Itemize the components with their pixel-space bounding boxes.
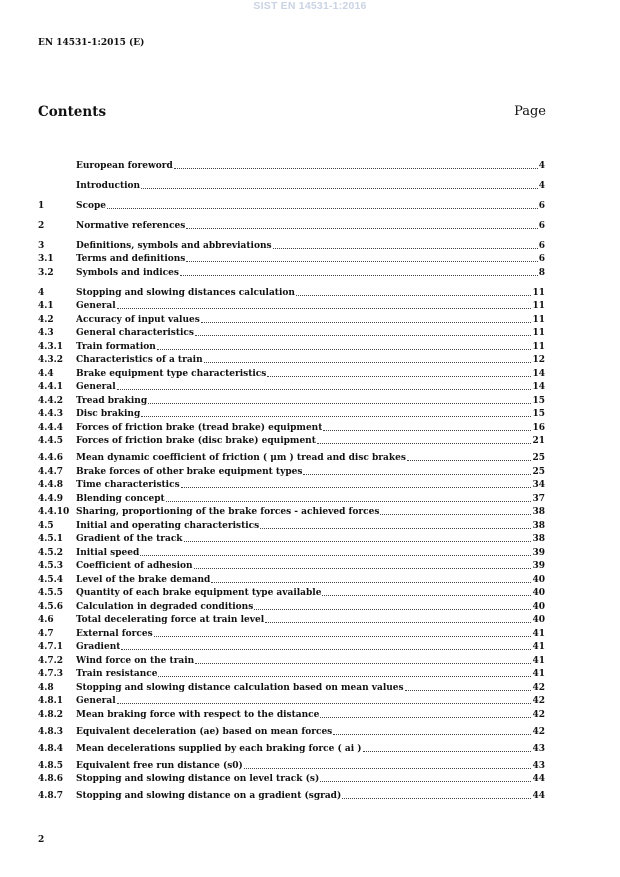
toc-entry-title: Sharing, proportioning of the brake forces - achieved forces (76, 507, 380, 517)
toc-entry-title: Equivalent deceleration (ae) based on mean forces (76, 726, 333, 737)
toc-entry[interactable] (38, 784, 545, 801)
toc-entry[interactable] (38, 419, 545, 433)
toc-entry[interactable] (38, 517, 545, 531)
toc-entry-number: 4.5.2 (38, 547, 64, 558)
toc-entry-number: 4.8.7 (38, 791, 64, 801)
dot-leader (244, 768, 532, 769)
toc-entry-page: 16 (532, 422, 545, 433)
toc-entry-page: 43 (532, 743, 545, 754)
toc-entry-title: Stopping and slowing distance on a gradient (sgrad) (76, 791, 342, 801)
dot-leader (157, 349, 532, 350)
toc-entry-page: 38 (532, 520, 545, 531)
toc-entry[interactable] (38, 197, 545, 211)
toc-entry-page: 6 (538, 254, 545, 264)
dot-leader (296, 295, 532, 296)
dot-leader (342, 798, 531, 799)
toc-entry-number: 4.4.5 (38, 436, 64, 446)
dot-leader (254, 609, 531, 610)
dot-leader (320, 781, 531, 782)
toc-entry-number: 4.5.6 (38, 601, 64, 612)
toc-entry-page: 37 (532, 493, 545, 504)
dot-leader (107, 208, 538, 209)
dot-leader (181, 487, 532, 488)
toc-entry-title: Gradient of the track (76, 534, 183, 544)
toc-entry[interactable] (38, 177, 545, 191)
toc-entry[interactable] (38, 477, 545, 491)
toc-entry-number: 4.4.7 (38, 466, 64, 477)
toc-entry[interactable] (38, 771, 545, 785)
dot-leader (154, 636, 532, 637)
toc-entry-number: 4.3 (38, 328, 54, 338)
toc-entry-page: 42 (532, 709, 545, 720)
toc-entry-number: 4.3.1 (38, 341, 64, 352)
toc-entry[interactable] (38, 625, 545, 639)
toc-entry[interactable] (38, 325, 545, 339)
toc-entry[interactable] (38, 679, 545, 693)
toc-entry-title: European foreword (76, 160, 173, 171)
toc-entry-title: General (76, 696, 116, 706)
toc-entry-number: 4.7 (38, 628, 54, 639)
toc-entry[interactable] (38, 446, 545, 463)
toc-entry-page: 42 (532, 696, 545, 706)
toc-entry-number: 4.4.1 (38, 382, 64, 392)
toc-entry-page: 38 (532, 507, 545, 517)
toc-entry-page: 41 (532, 655, 545, 666)
toc-entry-page: 44 (532, 791, 545, 801)
dot-leader (320, 717, 531, 718)
toc-entry-page: 11 (532, 328, 545, 338)
toc-entry-title: General (76, 382, 116, 392)
toc-entry-title: Coefficient of adhesion (76, 561, 193, 571)
toc-entry-page: 12 (532, 355, 545, 365)
dot-leader (317, 443, 532, 444)
toc-entry-page: 41 (532, 642, 545, 652)
toc-entry-title: Brake equipment type characteristics (76, 368, 267, 379)
toc-entry-page: 38 (532, 534, 545, 544)
toc-entry-number: 4.5 (38, 520, 54, 531)
toc-entry-title: Gradient (76, 642, 121, 652)
toc-entry[interactable] (38, 571, 545, 585)
toc-entry-page: 6 (538, 240, 545, 251)
toc-entry-number: 4.5.1 (38, 534, 64, 544)
toc-entry-number: 4.4.4 (38, 422, 64, 433)
toc-entry-title: Wind force on the train (76, 655, 195, 666)
toc-entry-title: External forces (76, 628, 153, 639)
toc-entry-title: Introduction (76, 180, 141, 191)
dot-leader (211, 582, 531, 583)
toc-entry-number: 2 (38, 220, 45, 231)
toc-entry-title: Calculation in degraded conditions (76, 601, 254, 612)
watermark: SIST EN 14531-1:2016 (253, 0, 367, 12)
dot-leader (322, 595, 531, 596)
toc-entry-page: 6 (538, 200, 545, 211)
dot-leader (201, 322, 532, 323)
toc-entry-page: 11 (532, 314, 545, 325)
toc-entry-page: 40 (532, 601, 545, 612)
toc-entry-title: Mean braking force with respect to the distance (76, 709, 320, 720)
toc-entry-page: 15 (532, 409, 545, 419)
toc-entry-title: Normative references (76, 220, 186, 231)
toc-entry-title: Scope (76, 200, 107, 211)
toc-entry-number: 3.1 (38, 254, 54, 264)
toc-entry-number: 4.8.6 (38, 774, 64, 784)
toc-entry-number: 4.4.2 (38, 395, 64, 406)
toc-entry[interactable] (38, 706, 545, 720)
toc-entry-title: Time characteristics (76, 480, 180, 490)
toc-entry-number: 4.4 (38, 368, 54, 379)
dot-leader (117, 308, 532, 309)
dot-leader (148, 403, 531, 404)
toc-entry-title: Stopping and slowing distance on level track (s) (76, 774, 320, 784)
toc-entry-number: 4.8.1 (38, 696, 64, 706)
page-number: 2 (38, 835, 45, 845)
toc-entry-title: Total decelerating force at train level (76, 615, 265, 625)
toc-entry-page: 21 (532, 436, 545, 446)
toc-entry-page: 11 (532, 341, 545, 352)
toc-entry[interactable] (38, 157, 545, 171)
toc-entry-page: 8 (538, 267, 545, 278)
toc-entry-title: Quantity of each brake equipment type available (76, 588, 322, 598)
document-id: EN 14531-1:2015 (E) (38, 38, 145, 48)
toc-entry-title: Forces of friction brake (disc brake) equipment (76, 436, 316, 446)
dot-leader (140, 555, 531, 556)
toc-entry-page: 43 (532, 760, 545, 771)
toc-entry-page: 41 (532, 628, 545, 639)
toc-entry-number: 4.2 (38, 314, 54, 325)
toc-entry[interactable] (38, 379, 545, 393)
toc-entry-number: 4.3.2 (38, 355, 64, 365)
dot-leader (333, 734, 531, 735)
dot-leader (180, 275, 538, 276)
toc-entry-page: 40 (532, 574, 545, 585)
toc-entry-page: 42 (532, 726, 545, 737)
toc-entry[interactable] (38, 298, 545, 312)
toc-entry[interactable] (38, 264, 545, 278)
toc-entry-page: 6 (538, 220, 545, 231)
toc-entry-number: 4.8 (38, 682, 54, 693)
toc-entry-number: 4.8.3 (38, 726, 64, 737)
dot-leader (380, 514, 531, 515)
toc-entry[interactable] (38, 558, 545, 572)
dot-leader (407, 460, 532, 461)
toc-entry-title: Stopping and slowing distances calculation (76, 287, 295, 298)
toc-entry-page: 25 (532, 466, 545, 477)
toc-entry-page: 44 (532, 774, 545, 784)
toc-entry[interactable] (38, 720, 545, 737)
toc-entry[interactable] (38, 311, 545, 325)
toc-entry[interactable] (38, 693, 545, 707)
toc-entry[interactable] (38, 504, 545, 518)
toc-entry[interactable] (38, 598, 545, 612)
toc-entry-title: Symbols and indices (76, 267, 179, 278)
table-of-contents (38, 157, 545, 801)
dot-leader (260, 528, 531, 529)
toc-entry[interactable] (38, 392, 545, 406)
dot-leader (195, 663, 531, 664)
dot-leader (166, 501, 532, 502)
toc-entry-page: 41 (532, 669, 545, 679)
contents-heading: Contents (38, 104, 107, 120)
toc-entry[interactable] (38, 612, 545, 626)
toc-entry[interactable] (38, 365, 545, 379)
dot-leader (117, 703, 532, 704)
toc-entry[interactable] (38, 490, 545, 504)
toc-entry[interactable] (38, 237, 545, 251)
dot-leader (186, 228, 537, 229)
toc-entry-title: Disc braking (76, 409, 141, 419)
toc-entry[interactable] (38, 666, 545, 680)
toc-entry[interactable] (38, 585, 545, 599)
toc-entry-page: 11 (532, 301, 545, 311)
toc-entry-page: 42 (532, 682, 545, 693)
dot-leader (195, 335, 532, 336)
toc-entry-title: General (76, 301, 116, 311)
toc-entry-number: 4.4.3 (38, 409, 64, 419)
toc-entry[interactable] (38, 754, 545, 771)
toc-entry-title: Brake forces of other brake equipment types (76, 466, 303, 477)
toc-entry-page: 4 (538, 160, 545, 171)
toc-entry-title: Tread braking (76, 395, 148, 406)
dot-leader (405, 690, 532, 691)
dot-leader (141, 416, 531, 417)
toc-entry-title: Definitions, symbols and abbreviations (76, 240, 272, 251)
toc-entry-number: 4.5.3 (38, 561, 64, 571)
toc-entry[interactable] (38, 639, 545, 653)
toc-entry-title: Terms and definitions (76, 254, 186, 264)
toc-entry-number: 3.2 (38, 267, 54, 278)
toc-entry-title: Initial and operating characteristics (76, 520, 260, 531)
toc-entry-title: Equivalent free run distance (s0) (76, 760, 243, 771)
toc-entry-title: Level of the brake demand (76, 574, 211, 585)
toc-entry-title: Mean decelerations supplied by each braking force ( ai ) (76, 743, 362, 754)
toc-entry-title: Train resistance (76, 669, 158, 679)
dot-leader (117, 389, 532, 390)
toc-entry[interactable] (38, 652, 545, 666)
toc-entry-title: Forces of friction brake (tread brake) equipment (76, 422, 323, 433)
dot-leader (303, 474, 531, 475)
dot-leader (204, 362, 532, 363)
toc-entry[interactable] (38, 406, 545, 420)
toc-entry-number: 4.1 (38, 301, 54, 311)
toc-entry-number: 4.8.5 (38, 760, 64, 771)
dot-leader (141, 188, 538, 189)
toc-entry-title: Train formation (76, 341, 156, 352)
toc-entry[interactable] (38, 544, 545, 558)
toc-entry-page: 34 (532, 480, 545, 490)
dot-leader (186, 261, 537, 262)
toc-entry-number: 4.7.1 (38, 642, 64, 652)
toc-entry-page: 14 (532, 382, 545, 392)
toc-entry[interactable] (38, 433, 545, 447)
toc-entry-page: 11 (532, 287, 545, 298)
toc-entry-title: Stopping and slowing distance calculation based on mean values (76, 682, 404, 693)
toc-entry-number: 4.5.5 (38, 588, 64, 598)
toc-entry-number: 4.6 (38, 615, 54, 625)
toc-entry[interactable] (38, 251, 545, 265)
toc-entry-title: Initial speed (76, 547, 140, 558)
toc-entry-page: 25 (532, 453, 545, 463)
toc-entry-number: 4.4.9 (38, 493, 64, 504)
dot-leader (273, 248, 538, 249)
toc-entry-page: 14 (532, 368, 545, 379)
toc-entry-title: Characteristics of a train (76, 355, 203, 365)
toc-entry[interactable] (38, 284, 545, 298)
toc-entry-number: 1 (38, 200, 45, 211)
toc-entry[interactable] (38, 463, 545, 477)
dot-leader (194, 568, 532, 569)
toc-entry-page: 40 (532, 588, 545, 598)
toc-entry-number: 4.4.8 (38, 480, 64, 490)
toc-entry-number: 4.5.4 (38, 574, 64, 585)
dot-leader (265, 622, 531, 623)
toc-entry-number: 4.7.3 (38, 669, 64, 679)
toc-entry-number: 4.8.2 (38, 709, 64, 720)
toc-entry-number: 4.4.6 (38, 453, 64, 463)
toc-entry-number: 4.8.4 (38, 743, 64, 754)
toc-entry-number: 4.7.2 (38, 655, 64, 666)
toc-entry-page: 15 (532, 395, 545, 406)
toc-entry-title: Blending concept (76, 493, 165, 504)
dot-leader (267, 376, 531, 377)
toc-entry[interactable] (38, 217, 545, 231)
toc-entry-title: General characteristics (76, 328, 194, 338)
dot-leader (363, 751, 532, 752)
toc-entry-number: 3 (38, 240, 45, 251)
dot-leader (174, 168, 538, 169)
toc-entry[interactable] (38, 352, 545, 366)
toc-entry-page: 39 (532, 547, 545, 558)
page-column-label: Page (514, 104, 546, 119)
toc-entry-page: 4 (538, 180, 545, 191)
dot-leader (158, 676, 531, 677)
dot-leader (323, 430, 531, 431)
toc-entry-page: 39 (532, 561, 545, 571)
dot-leader (121, 649, 531, 650)
toc-entry-title: Mean dynamic coefficient of friction ( μm ) tread and disc brakes (76, 453, 406, 463)
toc-entry-title: Accuracy of input values (76, 314, 200, 325)
toc-entry[interactable] (38, 338, 545, 352)
dot-leader (184, 541, 532, 542)
toc-entry-number: 4.4.10 (38, 507, 70, 517)
toc-entry[interactable] (38, 531, 545, 545)
toc-entry-number: 4 (38, 287, 45, 298)
toc-entry[interactable] (38, 737, 545, 754)
toc-entry-page: 40 (532, 615, 545, 625)
